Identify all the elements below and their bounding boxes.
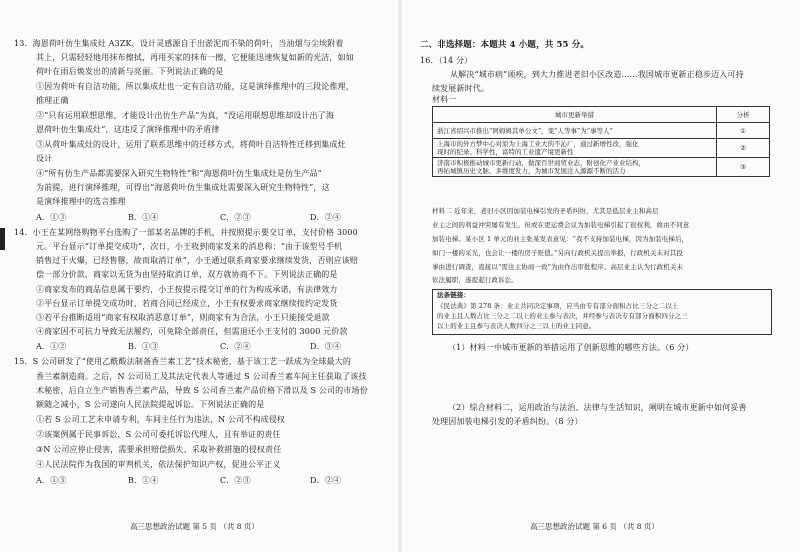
q13-choice-b: B．①④ bbox=[128, 213, 159, 222]
q15-choice-d: D．②④ bbox=[310, 476, 342, 485]
q13-choice-c: C．②③ bbox=[220, 213, 251, 222]
material-2-line: 事由进行调查，直接以“需注主协商一致”为由作出审批程序。高层业主认为行政机关未 bbox=[432, 263, 684, 271]
table-header-cell: 分析 bbox=[717, 107, 770, 123]
q13-choice-a: A．①③ bbox=[36, 213, 67, 222]
q14-choice-d: D．③④ bbox=[310, 342, 342, 351]
material-1-label: 材料一 bbox=[432, 95, 457, 104]
material-2-line: 材料二 近年来，老旧小区因加装电梯引发的矛盾纠纷，尤其是低层业主和高层 bbox=[432, 207, 659, 215]
q15-line: 额随之减小，S 公司遂向人民法院提起诉讼。下列说法正确的是 bbox=[36, 400, 265, 409]
q15-choice-b: B．①④ bbox=[128, 476, 159, 485]
q14-option-3: ③若平台推断适用“商家有权取消恶意订单”，则商家有为合法，小王只能接受退款 bbox=[36, 313, 330, 322]
section-heading: 二、非选择题：本题共 4 小题，共 55 分。 bbox=[420, 40, 590, 50]
q13-option-2: ②“只有运用联想思维，才能设计出仿生产品”为真，“没运用联想思维却设计出了海 bbox=[36, 111, 334, 120]
table-row bbox=[433, 158, 770, 177]
q14-choice-b: B．①③ bbox=[128, 342, 159, 351]
q14-option-4: ④商家因不可抗力导致无法履约，可免除全部责任，但需退还小王支付的 3000 元价款 bbox=[36, 327, 348, 336]
sub-question-2-line: （2）综合材料二，运用政治与法治、法律与生活知识，阐明在城市更新中如何妥善 bbox=[448, 403, 747, 412]
table-header-row bbox=[433, 107, 770, 123]
q16-intro-line: 续发展新时代。 bbox=[432, 84, 490, 93]
left-page-footer: 高三思想政治试题 第 5 页 （共 8 页） bbox=[130, 522, 259, 531]
table-row bbox=[433, 123, 770, 139]
q13-choice-d: D．②④ bbox=[310, 213, 342, 222]
q14-choice-a: A．①② bbox=[36, 342, 67, 351]
material-2-line: 依法履职，遂提起行政诉讼。 bbox=[432, 276, 518, 284]
q13-option-4: ④“所有仿生产品都需要深入研究生物特性”和“海恩荷叶仿生集成灶是仿生产品” bbox=[36, 169, 322, 178]
q15-option-3: ③N 公司应停止侵害，需要承担赔偿损失、采取补救措施的侵权责任 bbox=[36, 445, 282, 454]
right-page-footer: 高三思想政治试题 第 6 页 （共 8 页） bbox=[530, 522, 659, 531]
q14-line: 元。平台显示“订单提交成功”，次日，小王收到商家发来的消息称：“由于该型号手机 bbox=[36, 242, 343, 251]
q15-choice-c: C．②③ bbox=[220, 476, 251, 485]
q15-line: 15．S 公司研发了“使用乙酰酸法制备香兰素工艺”技术秘密，基于该工艺一跃成为全球最大的 bbox=[14, 357, 351, 366]
table-mark: ① bbox=[717, 123, 770, 139]
q15-option-4: ④人民法院作为我国的审判机关，依法保护知识产权，促进公平正义 bbox=[36, 460, 281, 469]
table-cell-text: 现时的纪录、科学性，富特的工业遗产境更新性 bbox=[437, 148, 574, 156]
table-cell bbox=[433, 123, 717, 139]
q15-choice-a: A．①③ bbox=[36, 476, 67, 485]
page-gutter bbox=[398, 0, 402, 552]
sub-question-2-line: 处理因加装电梯引发的矛盾纠纷。（8 分） bbox=[432, 417, 583, 426]
q13-line: 荷叶在雨后焕发出的清新与亮丽。下列说法正确的是 bbox=[36, 67, 224, 76]
q14-line: 偿一部分价款，商家以无货为由坚持取消订单，双方就协商不下。下列说法正确的是 bbox=[36, 270, 338, 279]
material-2-line: 加装电梯。某小区 1 单元的业主张某发表意见：“我不支持加装电梯，因为加装电梯后， bbox=[432, 235, 689, 243]
q14-option-1: ①商家发布的商品信息属于要约，小王按提示提交订单的行为构成承诺，有法律效力 bbox=[36, 285, 338, 294]
table-row bbox=[433, 139, 770, 158]
q16-label: 16．（14 分） bbox=[420, 56, 473, 65]
q13-option-3-cont: 设计 bbox=[36, 154, 53, 163]
sub-question-1: （1）材料一中城市更新的举措运用了创新思维的哪些方法。（6 分） bbox=[448, 343, 694, 352]
q13-option-1: ①因为荷叶有自洁功能，所以集成灶也一定有自洁功能，这是演绎推理中的三段论推理， bbox=[36, 82, 354, 91]
q13-option-4-cont: 为前提，进行演绎推理，可得出“海恩荷叶仿生集成灶需要深入研究生物特性”，这 bbox=[36, 183, 330, 192]
law-link-line: 的业主且人数占比三分之二以上的业主参与表决，并经参与表决专有部分面积四分之三 bbox=[437, 312, 688, 320]
table-header-cell: 城市更新举措 bbox=[433, 107, 717, 123]
q13-option-1-cont: 推理正确 bbox=[36, 96, 69, 105]
q15-line: 香兰素制造商。之后，N 公司员工及其法定代表人等通过 S 公司香兰素车间主任获取了该技 bbox=[36, 372, 367, 381]
q14-choice-c: C．②④ bbox=[220, 342, 251, 351]
table-cell bbox=[433, 139, 717, 158]
table-cell bbox=[433, 158, 717, 177]
q14-option-2: ②平台显示订单提交成功时，若商合同已经成立，小王有权要求商家继续按约定发货 bbox=[36, 299, 338, 308]
law-link-line: 以上的业主且参与表决人数四分之三以上的业主同意。 bbox=[437, 322, 596, 330]
q15-line: 术秘密，后自立生产销售香兰素产品，导致 S 公司香兰素产品价格下滑以及 S 公司的市场份 bbox=[36, 386, 368, 395]
q15-option-2: ②该案例属于民事诉讼，S 公司可委托诉讼代理人，且有举证的责任 bbox=[36, 430, 281, 439]
law-link-label: 法条链接： bbox=[437, 291, 470, 299]
q16-intro-line: 从解决“城市病”顽疾，到大力推进老旧小区改造……我国城市更新正稳步迈入可持 bbox=[450, 70, 744, 79]
table-mark: ③ bbox=[717, 158, 770, 177]
material-2-line: 业主之间的利益冲突屡有发生。但或在更运费会议为加装电梯引起了很权利，故由不同意 bbox=[432, 221, 690, 229]
q13-option-2-cont: 恩荷叶仿生集成灶”，这违反了演绎推理中的矛盾律 bbox=[36, 125, 220, 134]
binding-mark bbox=[0, 228, 5, 250]
table-mark: ② bbox=[717, 139, 770, 158]
table-cell-text: 再拓城镇历史文脉，多维度发力，为城市发展注入源源不断的活力 bbox=[437, 167, 626, 175]
q13-option-3: ③从荷叶集成灶的设计，运用了联系思维中的迁移方式，将荷叶自洁特性迁移到集成灶 bbox=[36, 140, 346, 149]
q13-option-4-cont: 是演绎推理中的选言推理 bbox=[36, 197, 126, 206]
material-1-table bbox=[432, 106, 770, 177]
table-cell-text: 浙江省绍兴市推出“阿姆姆其单公文”，变“人等事”为“事等人” bbox=[437, 126, 613, 135]
material-2-line: 如门一楼的采光，也会让一楼的房子贬值。”另向行政机关提出举报，行政机关未对其投 bbox=[432, 249, 683, 257]
q14-line: 销售过于火爆，已经售罄，故而取消订单”，小王通过联系商家要求继续发货，否则应该赔 bbox=[36, 256, 359, 265]
law-link-line: 《民法典》第 278 条：业主共同决定事项，应当由专有部分面积占比三分之二以上 bbox=[437, 302, 679, 310]
q14-line: 14．小王在某网络购物平台选购了一部某名品牌的手机，并按照提示要交订单，支付价格 3000 bbox=[14, 228, 358, 237]
q13-line: 13．海恩荷叶仿生集成灶 A3ZK，设计灵感源自于出淤泥而不染的荷叶，当油烟与尘埃附着 bbox=[14, 39, 344, 48]
table-cell-text: 上海市的外方梦中心对原为上海工业大的不沁厂，通过新增性改，强化 bbox=[437, 140, 639, 148]
q13-line: 其上，只需轻轻地用抹布擦拭，再用买家的抹布一擦，它便能迅速恢复如新的光洁，如如 bbox=[36, 53, 354, 62]
q15-option-1: ①若 S 公司工艺未申请专利，车间主任行为违法，N 公司不构成侵权 bbox=[36, 415, 286, 424]
table-cell-text: 济南市积极推动城市更新行动，做深百世商贸业态，附创化产业业结构， bbox=[437, 159, 645, 167]
